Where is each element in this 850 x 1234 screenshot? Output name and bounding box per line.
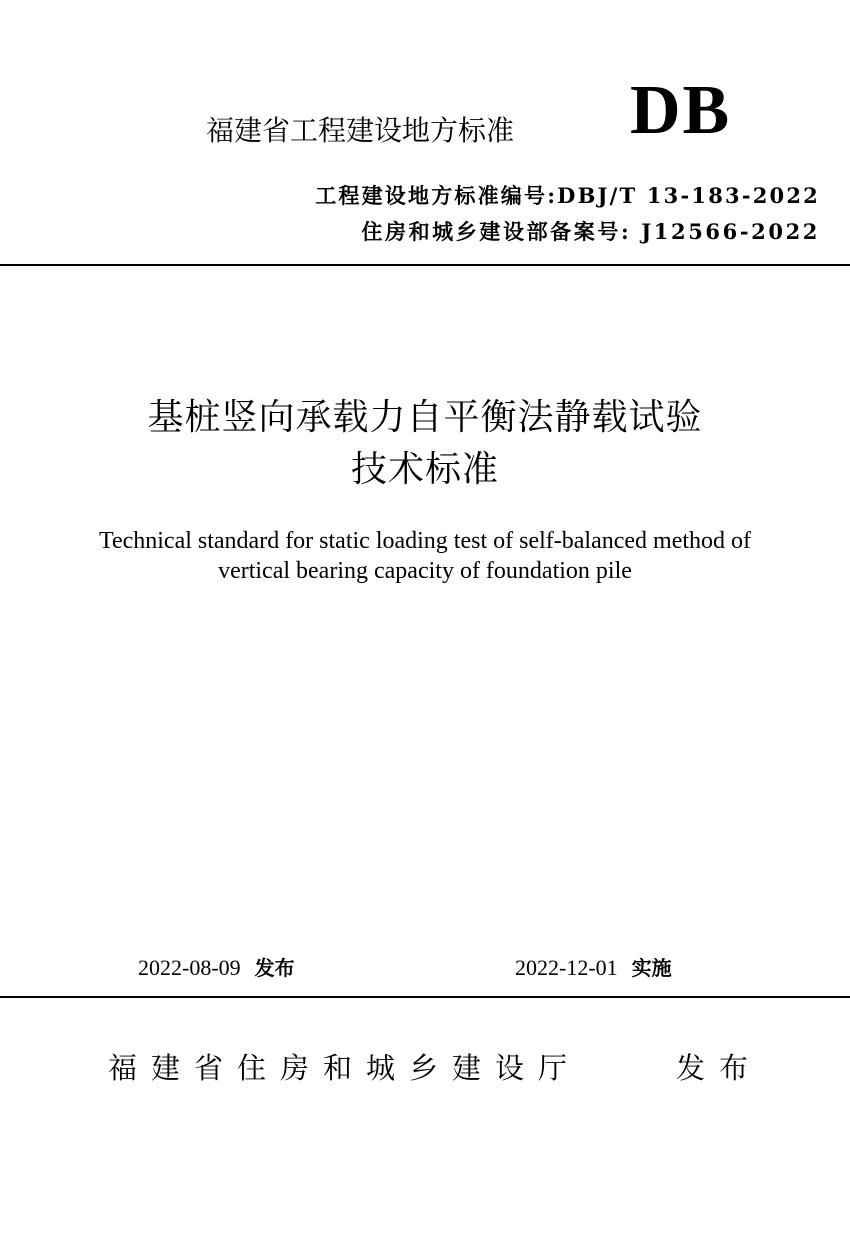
effective-date-block <box>515 952 672 981</box>
effective-date: 2022-12-01 <box>515 955 618 980</box>
effective-label: 实施 <box>631 956 672 980</box>
title-chinese-line-2: 技术标准 <box>350 449 499 490</box>
title-chinese-line-1: 基桩竖向承载力自平衡法静载试验 <box>147 397 703 438</box>
issue-label: 发布 <box>254 956 295 980</box>
title-chinese <box>0 392 850 496</box>
title-english <box>0 526 850 586</box>
bottom-divider <box>0 996 850 998</box>
issuer-label: 福建省工程建设地方标准 <box>206 114 515 147</box>
top-divider <box>0 264 850 266</box>
issue-date: 2022-08-09 <box>138 955 241 980</box>
publish-label: 发布 <box>676 1051 763 1085</box>
db-mark: DB <box>630 72 732 149</box>
title-english-line-1: Technical standard for static loading test of self-balanced method of <box>98 528 752 554</box>
issue-date-block <box>138 952 295 981</box>
standard-number: 工程建设地方标准编号:DBJ/T 13-183-2022 <box>315 183 820 208</box>
title-english-line-2: vertical bearing capacity of foundation pile <box>218 558 632 584</box>
publisher-name: 福建省住房和城乡建设厅 <box>108 1051 582 1085</box>
record-number: 住房和城乡建设部备案号: J12566-2022 <box>361 219 820 244</box>
